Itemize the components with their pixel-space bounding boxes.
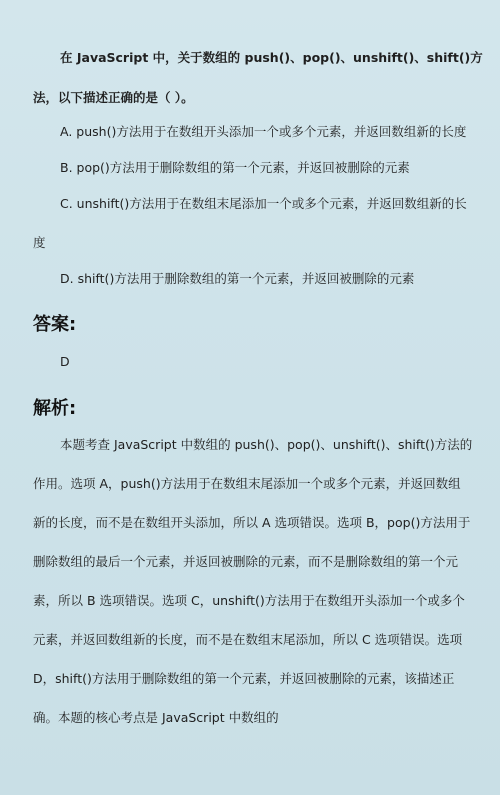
option-b: B. pop()方法用于删除数组的第一个元素，并返回被删除的元素 <box>60 160 410 175</box>
answer-heading: 答案: <box>33 314 77 335</box>
analysis-line-5: 素，所以 B 选项错误。选项 C，unshift()方法用于在数组开头添加一个或多个 <box>33 593 465 608</box>
analysis-line-8: 确。本题的核心考点是 JavaScript 中数组的 <box>33 710 279 725</box>
analysis-heading: 解析: <box>33 398 77 419</box>
question-line-1: 在 JavaScript 中，关于数组的 push()、pop()、unshift()、shift()方 <box>60 50 483 65</box>
analysis-line-3: 新的长度，而不是在数组开头添加，所以 A 选项错误。选项 B，pop()方法用于 <box>33 515 471 530</box>
analysis-line-2: 作用。选项 A，push()方法用于在数组末尾添加一个或多个元素，并返回数组 <box>33 476 461 491</box>
option-c-line-1: C. unshift()方法用于在数组末尾添加一个或多个元素，并返回数组新的长 <box>60 196 467 211</box>
analysis-line-1: 本题考查 JavaScript 中数组的 push()、pop()、unshift()、shift()方法的 <box>60 437 473 452</box>
option-c-line-2: 度 <box>33 235 46 250</box>
option-d: D. shift()方法用于删除数组的第一个元素，并返回被删除的元素 <box>60 271 415 286</box>
question-line-2: 法，以下描述正确的是（ ）。 <box>33 90 194 105</box>
analysis-line-6: 元素，并返回数组新的长度，而不是在数组末尾添加，所以 C 选项错误。选项 <box>33 632 463 647</box>
answer-value: D <box>60 354 70 369</box>
option-a: A. push()方法用于在数组开头添加一个或多个元素，并返回数组新的长度 <box>60 124 467 139</box>
analysis-line-4: 删除数组的最后一个元素，并返回被删除的元素，而不是删除数组的第一个元 <box>33 554 459 569</box>
analysis-line-7: D，shift()方法用于删除数组的第一个元素，并返回被删除的元素，该描述正 <box>33 671 455 686</box>
